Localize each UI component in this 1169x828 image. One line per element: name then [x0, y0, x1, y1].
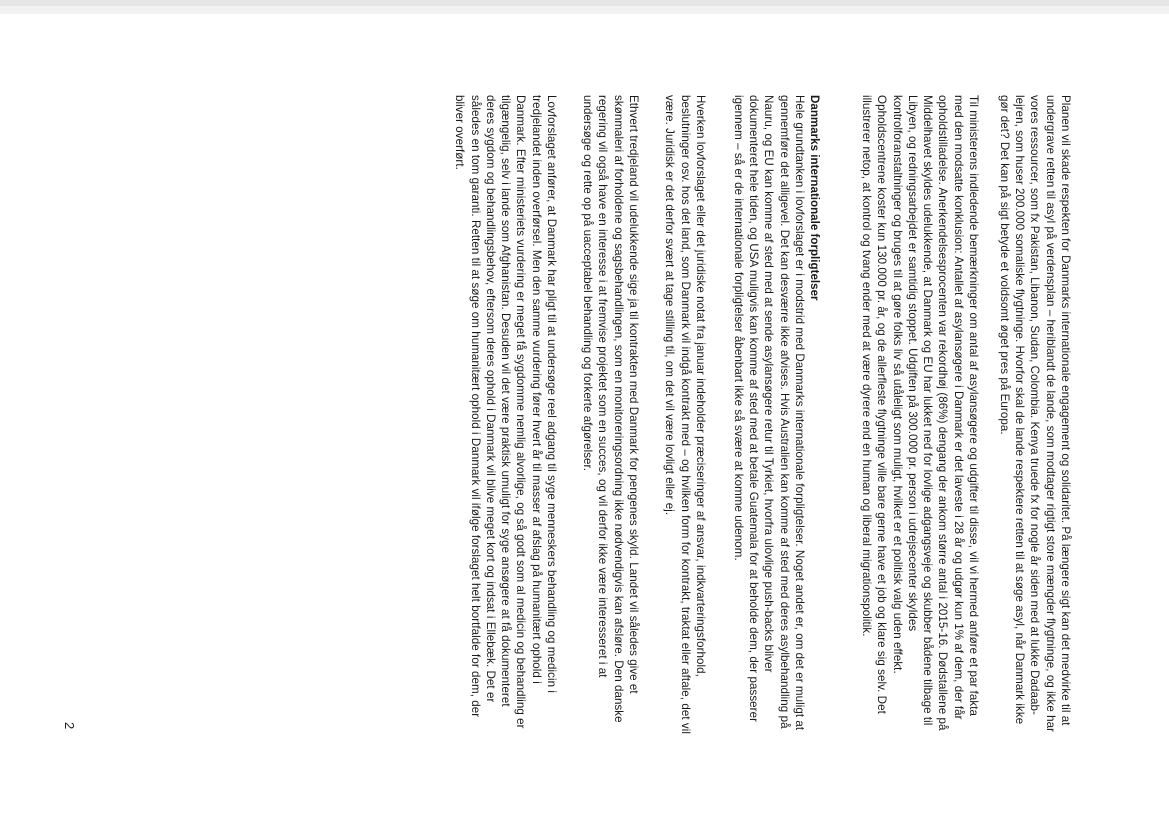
paragraph-obligations: Hele grundtanken i lovforslaget er i modstrid med Danmarks internationale forpligtelser. Noget andet er, om det er muligt at gennemføre det alligevel. Det kan desværre ikke afvises. Hvis Australien kan komme af sted med deres asylbehandling på Nauru, og EU kan komme af sted med at sende asylansøgere retur til Tyrkiet, hvorfra ulovlige push-backs bliver dokumenteret hele tiden, og USA muligvis kan komme af sted med at betale Guatemala for at beholde dem, der passerer igennem – så er de internationale forpligtelser åbenbart ikke så svære at komme udenom. [731, 95, 806, 731]
paragraph-facts: Til ministerens indledende bemærkninger om antal af asylansøgere og udgifter til disse, vil vi hermed anføre et par fakta med den modsatte konklusion: Antallet af asylansøgere i Danmark er det laveste i 28 år og udgør kun 1% af dem, der får opholdstilladelse. Anerkendelsesprocenten var rekordhøj (86%) dengang der ankom større antal i 2015-16. Dødstallene på Middelhavet skyldes udelukkende, at Danmark og EU har lukket ned for lovlige adgangsveje og skubber bådene tilbage til Libyen, og redningsarbejdet er samtidig stoppet. Udgiften på 300.000 pr. person i udrejsecenter skyldes kontrolforanstaltninger og bruges til at gøre folks liv så utåleligt som muligt, hvilket er et politisk valg uden effekt. Opholdscentrene koster kun 130.000 pr. år, og de allerfleste flygtninge ville bare gerne have et job og klare sig selv. Det illustrerer netop, at kontrol og tvang ender med at være dyrere end en human og liberal migrationspolitik. [859, 95, 980, 731]
paragraph-legal-notes: Hverken lovforslaget eller det juridiske notat fra januar indeholder præciseringer af ansvar, indkvarteringsforhold, beslutninger osv. hos det land, som Danmark vil indgå kontrakt med – og hvilken form for kontrakt, traktat eller aftale, det vil være. Juridisk er det derfor svært at tage stilling til, om det vil være lovligt eller ej. [663, 95, 707, 734]
section-heading: Danmarks internationale forpligtelser [808, 95, 821, 301]
paragraph-medical: Lovforslaget anfører, at Danmark har pligt til at undersøge reel adgang til syge menneskers behandling og medicin i tredjelandet inden overførsel. Men den samme vurdering fører hvert år til masser af afslag på humanitært ophold i Danmark. Efter ministeriets vurdering er meget få sygdomme nemlig alvorlige, og så godt som al medicin og behandling er tilgængelig, selv i lande som Afghanistan. Desuden vil det være praktisk umuligt for syge ansøgere at få dokumenteret deres sygdom og behandlingsbehov, eftersom deres ophold i Danmark vil blive meget kort og indsat i Ellebæk. Det er således en tom garanti. Retten til at søge om humanitært ophold i Danmark vil ifølge forslaget helt bortfalde for dem, der bliver overført. [453, 95, 558, 729]
page-number: 2 [62, 722, 77, 730]
paragraph-solidarity: Planen vil skade respekten for Danmarks internationale engagement og solidaritet. På længere sigt kan det medvirke til at undergrave retten til asyl på verdensplan – heriblandt de lande, som modtager rigtigt store mængder flygtninge, og ikke har vores ressourcer, som fx Pakistan, Libanon, Sudan, Colombia. Kenya truede fx for nogle år siden med at lukke Dadaab-lejren, som huser 200.000 somaliske flygtninge. Hvorfor skal de lande respektere retten til at søge asyl, når Danmark ikke gør det? Det kan på sigt betyde et voldsomt øget pres på Europa. [997, 95, 1072, 733]
paragraph-third-country: Ethvert tredjeland vil udelukkende sige ja til kontrakten med Danmark for pengenes skyld. Landet vil således give et skønmaleri af forholdene og sagsbehandlingen, som en monitoreringsordning ikke nødvendigvis kan afsløre. Den danske regering vil også have en interesse i at fremvise projektet som en succes, og vil derfor ikke være interesseret i at undersøge og rette op på uacceptabel behandling og forkerte afgørelser. [581, 95, 640, 723]
